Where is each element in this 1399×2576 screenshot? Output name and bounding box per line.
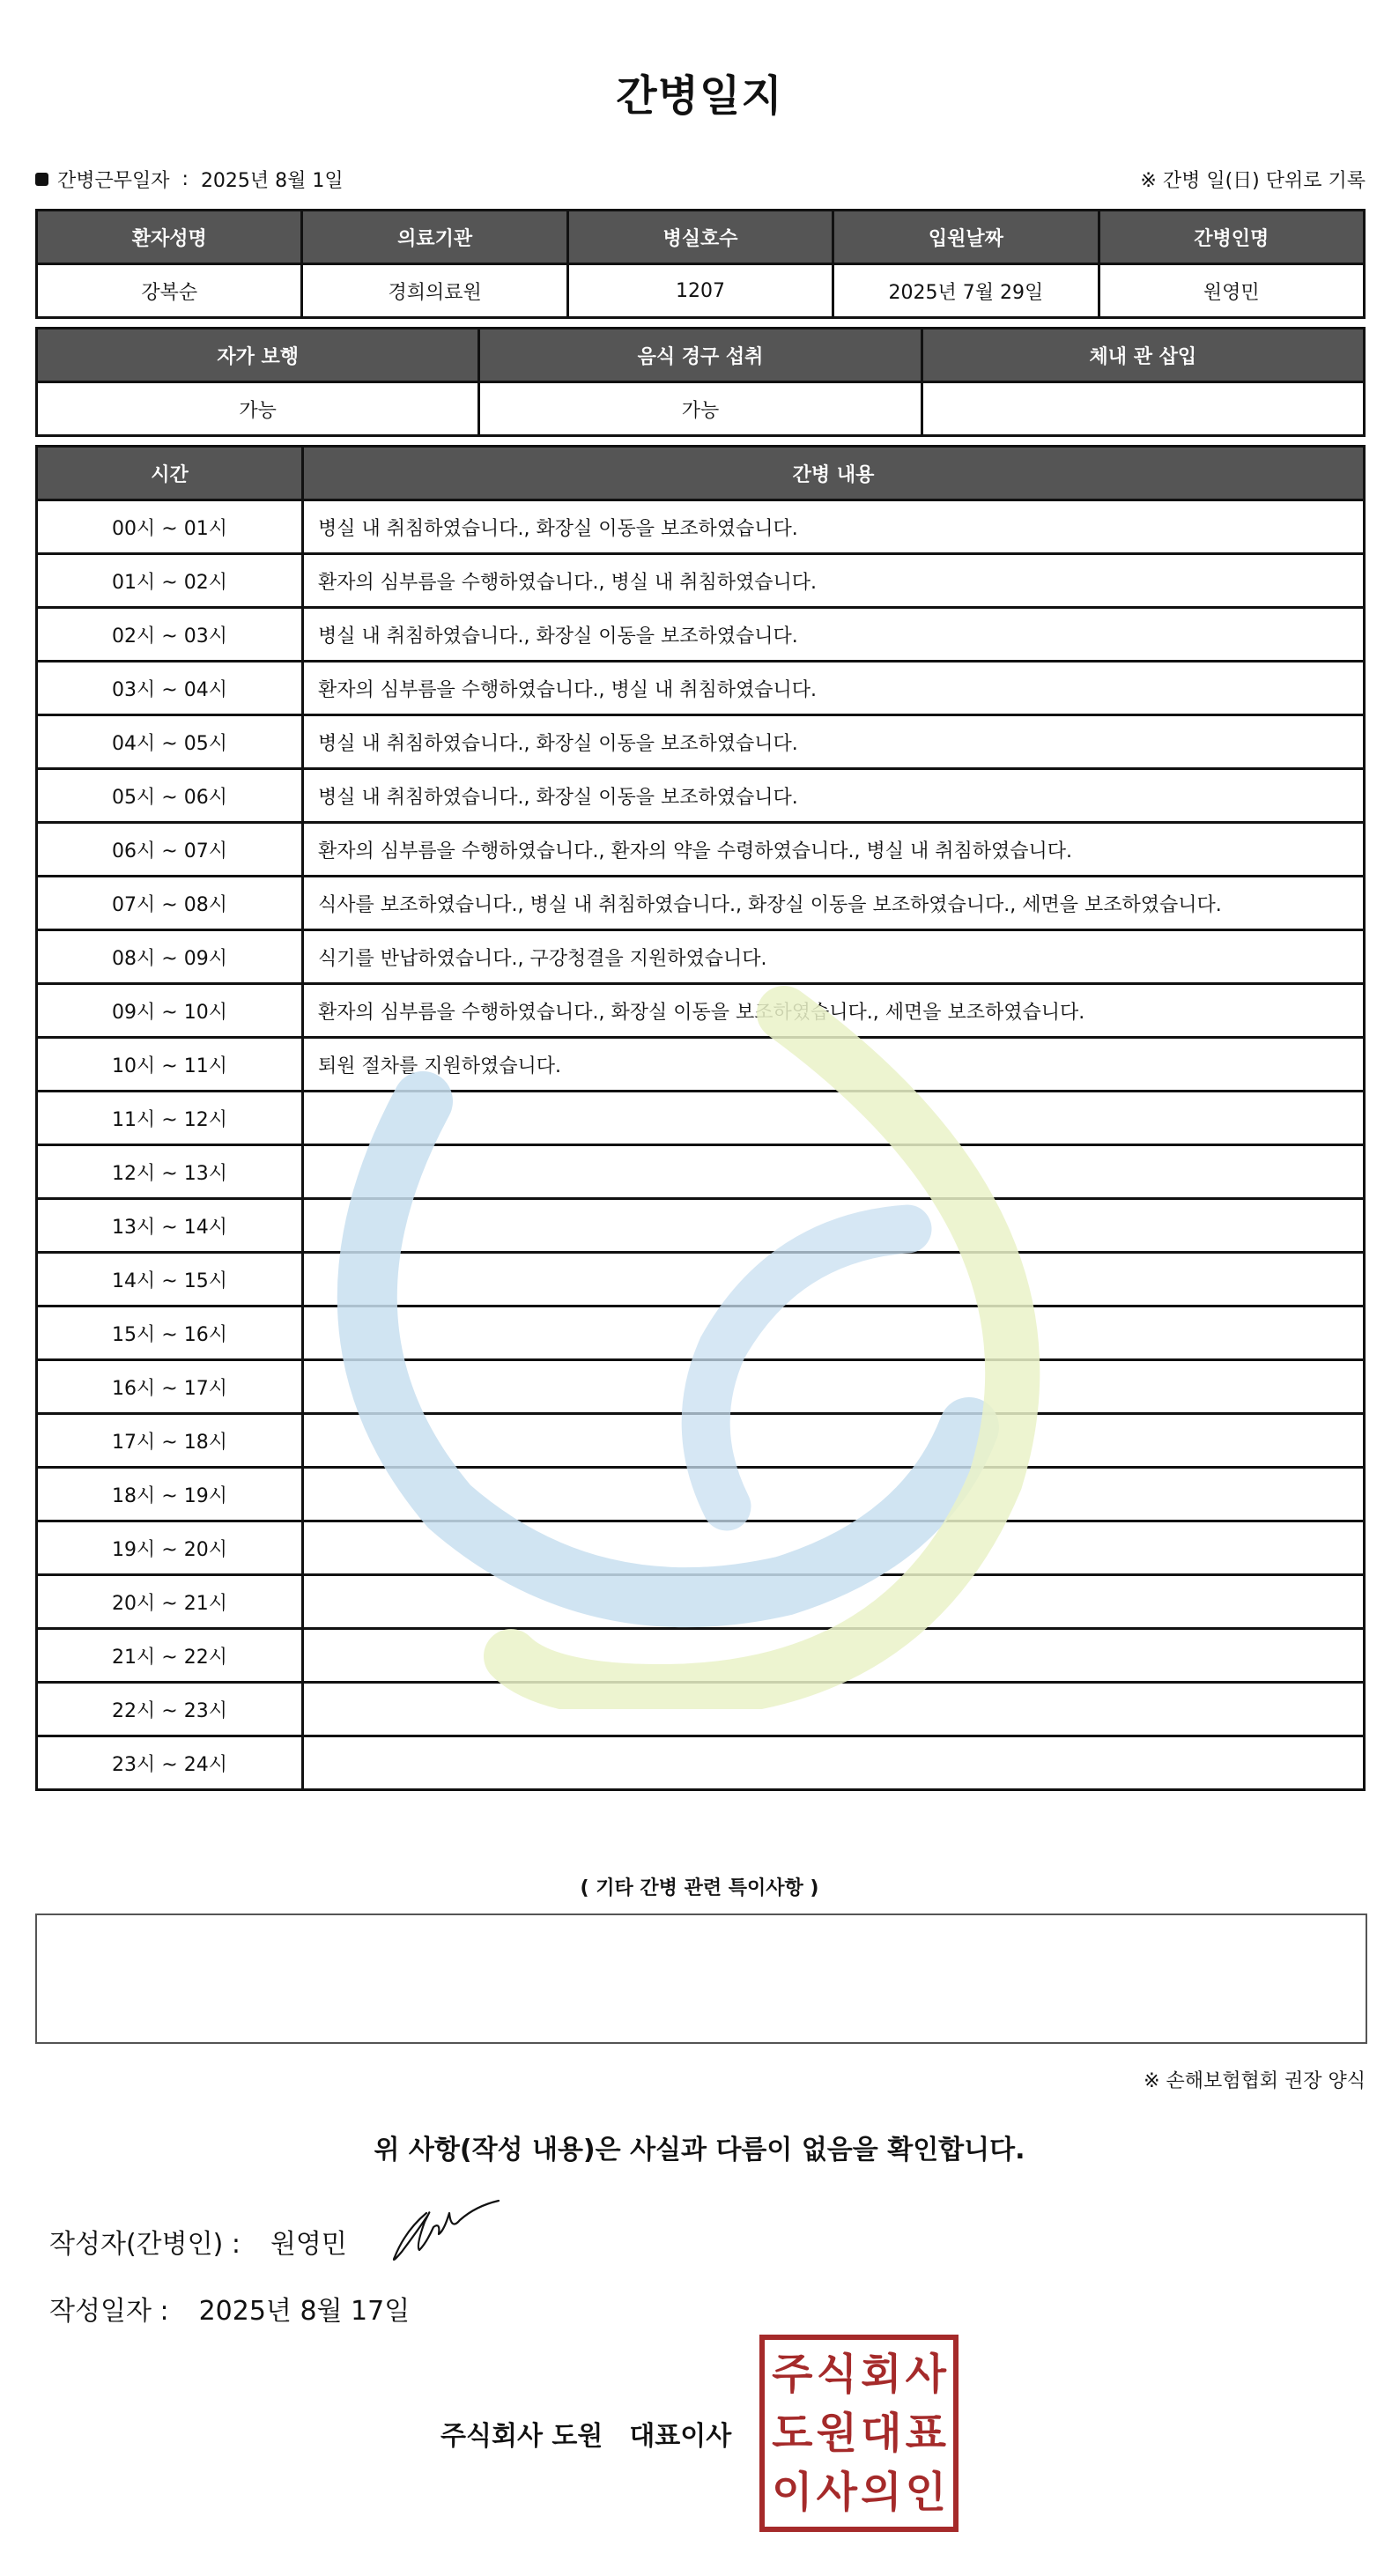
unit-note: ※ 간병 일(日) 단위로 기록 [1140, 170, 1366, 192]
header-admission-date: 입원날짜 [833, 211, 1099, 264]
care-log-time: 13시 ~ 14시 [37, 1199, 303, 1253]
care-log-row [37, 500, 1365, 554]
care-log-content [303, 1521, 1365, 1575]
company-seal-stamp [759, 2335, 959, 2532]
care-log-time: 18시 ~ 19시 [37, 1468, 303, 1521]
care-log-row [37, 1092, 1365, 1145]
care-log-content: 병실 내 취침하였습니다., 화장실 이동을 보조하였습니다. [303, 715, 1365, 769]
care-log-time: 20시 ~ 21시 [37, 1575, 303, 1629]
care-log-time: 16시 ~ 17시 [37, 1360, 303, 1414]
care-log-time: 06시 ~ 07시 [37, 823, 303, 877]
care-log-content: 환자의 심부름을 수행하였습니다., 병실 내 취침하였습니다. [303, 662, 1365, 715]
care-log-row [37, 877, 1365, 930]
care-log-row [37, 1629, 1365, 1683]
writer-name: 원영민 [270, 2229, 347, 2260]
patient-status-table [35, 327, 1366, 437]
care-log-row [37, 1683, 1365, 1736]
seal-character: 사 [816, 2467, 857, 2517]
patient-info-table [35, 209, 1366, 319]
care-log-row [37, 715, 1365, 769]
care-log-time: 14시 ~ 15시 [37, 1253, 303, 1307]
header-self-walking: 자가 보행 [37, 329, 479, 382]
writer-label: 작성자(간병인) : [49, 2229, 241, 2260]
work-date-label: 간병근무일자 [57, 170, 170, 192]
care-log-row [37, 1468, 1365, 1521]
work-date-value: 2025년 8월 1일 [200, 170, 344, 192]
signature-icon [388, 2195, 511, 2266]
seal-character: 이 [772, 2467, 813, 2517]
header-oral-intake: 음식 경구 섭취 [479, 329, 922, 382]
care-log-content [303, 1360, 1365, 1414]
care-log-row [37, 984, 1365, 1038]
seal-character: 원 [816, 2408, 857, 2458]
care-log-row [37, 1145, 1365, 1199]
patient-name: 강복순 [37, 264, 302, 318]
care-log-content [303, 1629, 1365, 1683]
association-note: ※ 손해보험협회 권장 양식 [1144, 2070, 1366, 2092]
care-log-row [37, 1360, 1365, 1414]
written-date-value: 2025년 8월 17일 [198, 2296, 411, 2327]
care-log-time: 10시 ~ 11시 [37, 1038, 303, 1092]
care-log-time: 11시 ~ 12시 [37, 1092, 303, 1145]
care-log-content: 병실 내 취침하였습니다., 화장실 이동을 보조하였습니다. [303, 769, 1365, 823]
care-log-time: 19시 ~ 20시 [37, 1521, 303, 1575]
care-log-time: 05시 ~ 06시 [37, 769, 303, 823]
admission-date: 2025년 7월 29일 [833, 264, 1099, 318]
care-log-content [303, 1092, 1365, 1145]
care-log-time: 09시 ~ 10시 [37, 984, 303, 1038]
care-log-row [37, 1575, 1365, 1629]
care-log-time: 01시 ~ 02시 [37, 554, 303, 608]
care-log-row [37, 1414, 1365, 1468]
care-log-content: 환자의 심부름을 수행하였습니다., 환자의 약을 수령하였습니다., 병실 내 취침하였습니다. [303, 823, 1365, 877]
care-log-content [303, 1736, 1365, 1790]
remarks-box [35, 1913, 1367, 2044]
care-log-row [37, 1521, 1365, 1575]
seal-character: 주 [772, 2350, 813, 2400]
care-log-content: 병실 내 취침하였습니다., 화장실 이동을 보조하였습니다. [303, 608, 1365, 662]
care-log-time: 12시 ~ 13시 [37, 1145, 303, 1199]
care-log-content [303, 1199, 1365, 1253]
care-log-row [37, 769, 1365, 823]
care-log-time: 00시 ~ 01시 [37, 500, 303, 554]
care-log-row [37, 1736, 1365, 1790]
representative-title: 대표이사 [629, 2421, 732, 2452]
care-log-row [37, 1253, 1365, 1307]
care-log-time: 02시 ~ 03시 [37, 608, 303, 662]
care-log-row [37, 823, 1365, 877]
care-log-content [303, 1253, 1365, 1307]
care-log-content: 병실 내 취침하였습니다., 화장실 이동을 보조하였습니다. [303, 500, 1365, 554]
care-log-time: 23시 ~ 24시 [37, 1736, 303, 1790]
care-log-content: 퇴원 절차를 지원하였습니다. [303, 1038, 1365, 1092]
care-log-table [35, 445, 1366, 1791]
patient-info-value-row [37, 264, 1365, 318]
status-value-row [37, 382, 1365, 436]
company-line [440, 2414, 731, 2453]
care-log-row [37, 930, 1365, 984]
care-log-content [303, 1307, 1365, 1360]
work-date-separator: : [181, 168, 189, 190]
header-caregiver-name: 간병인명 [1099, 211, 1364, 264]
self-walking-value: 가능 [37, 382, 479, 436]
header-tube-insertion: 체내 관 삽입 [922, 329, 1364, 382]
care-log-header-row [37, 447, 1365, 500]
written-date-label: 작성일자 : [49, 2296, 169, 2327]
care-log-content [303, 1683, 1365, 1736]
tube-insertion-value [922, 382, 1364, 436]
page-title: 간병일지 [616, 71, 783, 121]
header-care-content: 간병 내용 [303, 447, 1365, 500]
care-log-row [37, 662, 1365, 715]
seal-character: 식 [816, 2350, 857, 2400]
care-log-content: 식사를 보조하였습니다., 병실 내 취침하였습니다., 화장실 이동을 보조하였습니다., 세면을 보조하였습니다. [303, 877, 1365, 930]
room-number: 1207 [567, 264, 833, 318]
header-time: 시간 [37, 447, 303, 500]
remarks-title: ( 기타 간병 관련 특이사항 ) [580, 1877, 819, 1899]
oral-intake-value: 가능 [479, 382, 922, 436]
care-log-time: 03시 ~ 04시 [37, 662, 303, 715]
hospital: 경희의료원 [302, 264, 567, 318]
care-log-time: 22시 ~ 23시 [37, 1683, 303, 1736]
care-log-content: 환자의 심부름을 수행하였습니다., 화장실 이동을 보조하였습니다., 세면을 보조하였습니다. [303, 984, 1365, 1038]
written-date-line [49, 2289, 410, 2328]
care-log-row [37, 554, 1365, 608]
care-log-content: 환자의 심부름을 수행하였습니다., 병실 내 취침하였습니다. [303, 554, 1365, 608]
header-hospital: 의료기관 [302, 211, 567, 264]
care-log-time: 04시 ~ 05시 [37, 715, 303, 769]
care-log-content: 식기를 반납하였습니다., 구강청결을 지원하였습니다. [303, 930, 1365, 984]
care-log-content [303, 1145, 1365, 1199]
seal-character: 인 [905, 2467, 946, 2517]
header-room: 병실호수 [567, 211, 833, 264]
bullet-square-icon [35, 173, 48, 186]
care-log-time: 15시 ~ 16시 [37, 1307, 303, 1360]
seal-character: 표 [905, 2408, 946, 2458]
work-date [35, 166, 344, 193]
status-header-row [37, 329, 1365, 382]
care-log-content [303, 1468, 1365, 1521]
care-log-row [37, 1038, 1365, 1092]
care-log-row [37, 1199, 1365, 1253]
care-log-time: 17시 ~ 18시 [37, 1414, 303, 1468]
care-log-time: 21시 ~ 22시 [37, 1629, 303, 1683]
company-name: 주식회사 도원 [440, 2421, 603, 2452]
confirmation-statement: 위 사항(작성 내용)은 사실과 다름이 없음을 확인합니다. [374, 2135, 1025, 2165]
care-log-row [37, 608, 1365, 662]
seal-character: 사 [905, 2350, 946, 2400]
care-log-content [303, 1414, 1365, 1468]
patient-info-header-row [37, 211, 1365, 264]
seal-character: 회 [861, 2350, 902, 2400]
care-log-time: 07시 ~ 08시 [37, 877, 303, 930]
seal-character: 대 [861, 2408, 902, 2458]
seal-character: 도 [772, 2408, 813, 2458]
seal-character: 의 [861, 2467, 902, 2517]
writer-line [49, 2222, 347, 2261]
care-log-body [37, 500, 1365, 1790]
header-patient-name: 환자성명 [37, 211, 302, 264]
care-log-content [303, 1575, 1365, 1629]
care-log-time: 08시 ~ 09시 [37, 930, 303, 984]
care-log-row [37, 1307, 1365, 1360]
caregiver-name: 원영민 [1099, 264, 1364, 318]
